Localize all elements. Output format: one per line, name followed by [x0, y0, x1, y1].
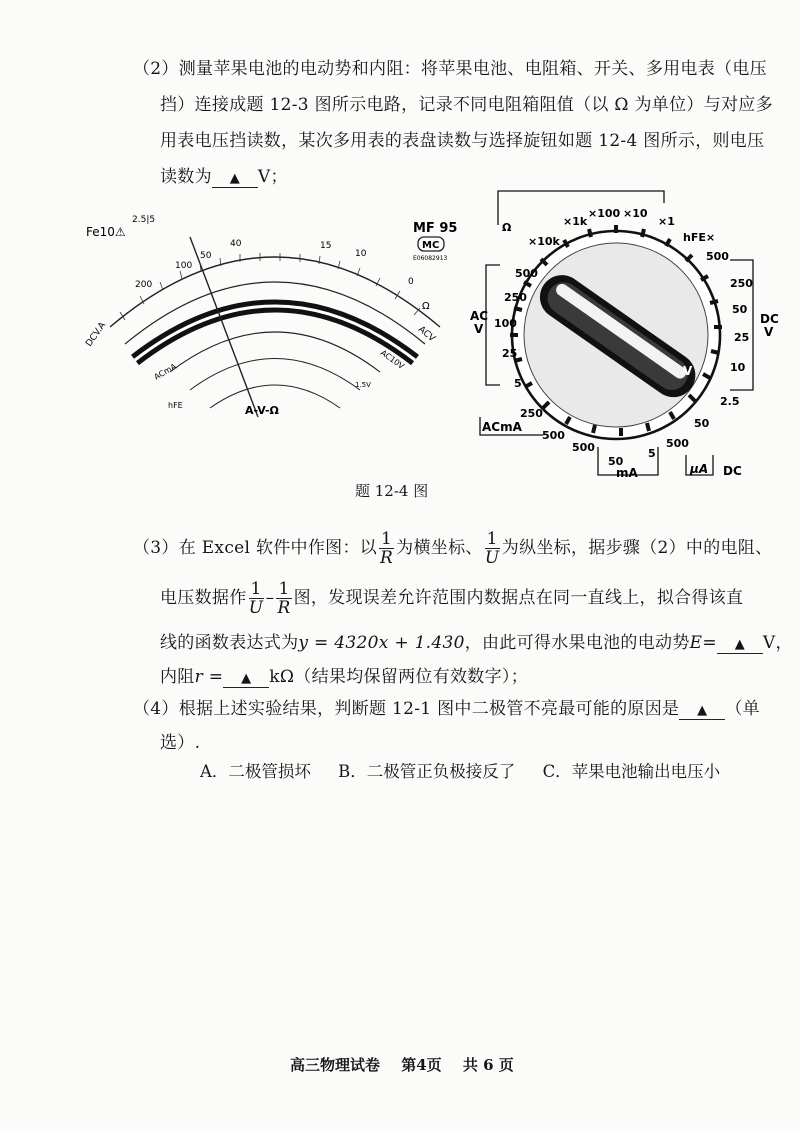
switch-x10: ×10 — [623, 207, 648, 220]
fe-label: Fe10⚠ — [86, 225, 126, 239]
option-a[interactable]: A．二极管损坏 — [200, 762, 311, 781]
switch-x1: ×1 — [658, 215, 675, 228]
ac-val-5: 5 — [514, 377, 522, 390]
ohm-tick-0: 0 — [408, 277, 414, 287]
ua-label: μA — [690, 462, 709, 476]
switch-x100: ×100 — [588, 207, 621, 220]
figure-caption: 题 12-4 图 — [355, 482, 429, 500]
option-b[interactable]: B．二极管正负极接反了 — [338, 762, 516, 781]
fraction-1-over-u: $\frac{1}{U}$ — [484, 529, 500, 568]
q3-line-3 — [160, 628, 793, 654]
dc-val-10: 10 — [730, 361, 746, 374]
q3-text-a: （3）在 Excel 软件中作图：以 — [133, 538, 378, 558]
dc-label: DC — [760, 312, 779, 326]
dc-val-250: 250 — [730, 277, 753, 290]
ohm-symbol: Ω — [422, 301, 430, 312]
q2-unit: V； — [257, 167, 288, 187]
q2-line-1: （2）测量苹果电池的电动势和内阻：将苹果电池、电阻箱、开关、多用电表（电压 — [133, 59, 767, 79]
q3-text-b: 为横坐标、 — [396, 538, 483, 558]
q2-line-4 — [160, 162, 288, 188]
meter-model: MF 95 — [413, 221, 458, 236]
mc-logo: MC — [422, 240, 440, 251]
top-mark: 2.5|5 — [132, 215, 156, 225]
ac-val-100: 100 — [494, 317, 517, 330]
ac-label: AC — [470, 309, 489, 323]
dcva-label: DCV.A — [84, 320, 109, 349]
q3-text-h: 内阻 — [160, 667, 195, 687]
ac10v-label: AC10V — [378, 348, 406, 371]
acma-val-250: 250 — [520, 407, 543, 420]
q3-text-g: ，由此可得水果电池的电动势 — [464, 633, 690, 653]
ua-val-50: 50 — [694, 417, 710, 430]
q3-dash: – — [265, 588, 275, 608]
ma-val-50: 50 — [608, 455, 624, 468]
option-c[interactable]: C．苹果电池输出电压小 — [542, 762, 721, 781]
answer-blank-emf[interactable]: ▲ — [717, 633, 763, 654]
switch-x1k: ×1k — [563, 215, 588, 228]
q3-text-e: 图，发现误差允许范围内数据点在同一直线上，拟合得该直 — [293, 588, 744, 608]
dc-val-500: 500 — [706, 250, 729, 263]
footer-total: 共 6 页 — [462, 1056, 514, 1074]
q2-prefix: 读数为 — [160, 167, 212, 187]
q3-emf-unit: V， — [762, 633, 793, 653]
dc-bottom-label: DC — [723, 464, 742, 478]
q3-line-2 — [160, 580, 743, 617]
q3-text-f: 线的函数表达式为 — [160, 633, 299, 653]
q3-text-d: 电压数据作 — [160, 588, 247, 608]
acma-label-switch: ACmA — [482, 420, 522, 434]
q4-line-1 — [133, 694, 760, 720]
ac-val-250: 250 — [504, 291, 527, 304]
ohm-scale-arc — [110, 257, 440, 327]
acv-label: ACV — [416, 324, 437, 345]
ohm-tick-200: 200 — [135, 280, 153, 290]
acma-label: ACmA — [152, 361, 178, 382]
ac-unit: V — [474, 322, 484, 336]
ac-val-500: 500 — [515, 267, 538, 280]
q3-text-c: 为纵坐标，据步骤（2）中的电阻、 — [501, 538, 773, 558]
switch-omega: Ω — [502, 221, 512, 234]
q4-text-a: （4）根据上述实验结果，判断题 12-1 图中二极管不亮最可能的原因是 — [133, 699, 680, 719]
footer-title: 高三物理试卷 — [290, 1056, 381, 1074]
fraction-1-over-r-b: $\frac{1}{R}$ — [277, 579, 291, 618]
q3-r-unit: kΩ（结果均保留两位有效数字）； — [269, 667, 528, 687]
r-symbol: r = — [194, 667, 224, 687]
ma-label: mA — [616, 466, 638, 480]
answer-blank-voltage[interactable]: ▲ — [212, 167, 258, 188]
footer-page: 第4页 — [401, 1056, 442, 1074]
fraction-1-over-r: $\frac{1}{R}$ — [380, 529, 394, 568]
dc-val-25: 25 — [734, 331, 750, 344]
ohm-tick-40: 40 — [230, 239, 242, 249]
answer-blank-diode[interactable]: ▲ — [679, 699, 725, 720]
meter-serial: E06082913 — [413, 255, 448, 262]
ac-scale-arc — [170, 332, 380, 372]
scale-label: A-V-Ω — [245, 404, 279, 417]
switch-hfe: hFE× — [683, 231, 716, 244]
meter-dial-figure — [80, 212, 470, 422]
q4-text-b: （单 — [725, 699, 760, 719]
selector-switch-figure — [468, 185, 788, 485]
q4-line-2: 选）. — [160, 733, 201, 753]
emf-symbol: E= — [689, 633, 717, 653]
ohm-tick-50: 50 — [200, 251, 212, 261]
q3-line-4 — [160, 662, 528, 688]
ua-val-500: 500 — [666, 437, 689, 450]
knob-pointer-letter: V — [683, 364, 693, 378]
page-footer — [290, 1054, 530, 1075]
acma-val-500: 500 — [542, 429, 565, 442]
hfe-label: hFE — [168, 401, 183, 410]
ac-val-25: 25 — [502, 347, 518, 360]
q2-line-2: 挡）连接成题 12-3 图所示电路，记录不同电阻箱阻值（以 Ω 为单位）与对应多 — [160, 95, 773, 115]
q4-options — [200, 758, 742, 782]
ohm-tick-15: 15 — [320, 241, 332, 251]
bat-label: 1.5V — [355, 381, 371, 389]
dc-val-2-5: 2.5 — [720, 395, 740, 408]
ohm-tick-100: 100 — [175, 261, 193, 271]
switch-x10k: ×10k — [528, 235, 560, 248]
ma-val-500: 500 — [572, 441, 595, 454]
fit-formula: y = 4320x + 1.430 — [298, 633, 465, 653]
ohm-tick-10: 10 — [355, 249, 367, 259]
q2-line-3: 用表电压挡读数，某次多用表的表盘读数与选择旋钮如题 12-4 图所示，则电压 — [160, 131, 765, 151]
ma-val-5: 5 — [648, 447, 656, 460]
dc-unit: V — [764, 325, 774, 339]
q3-line-1 — [133, 530, 772, 567]
answer-blank-resistance[interactable]: ▲ — [223, 667, 269, 688]
fraction-1-over-u-b: $\frac{1}{U}$ — [248, 579, 264, 618]
dc-val-50: 50 — [732, 303, 748, 316]
